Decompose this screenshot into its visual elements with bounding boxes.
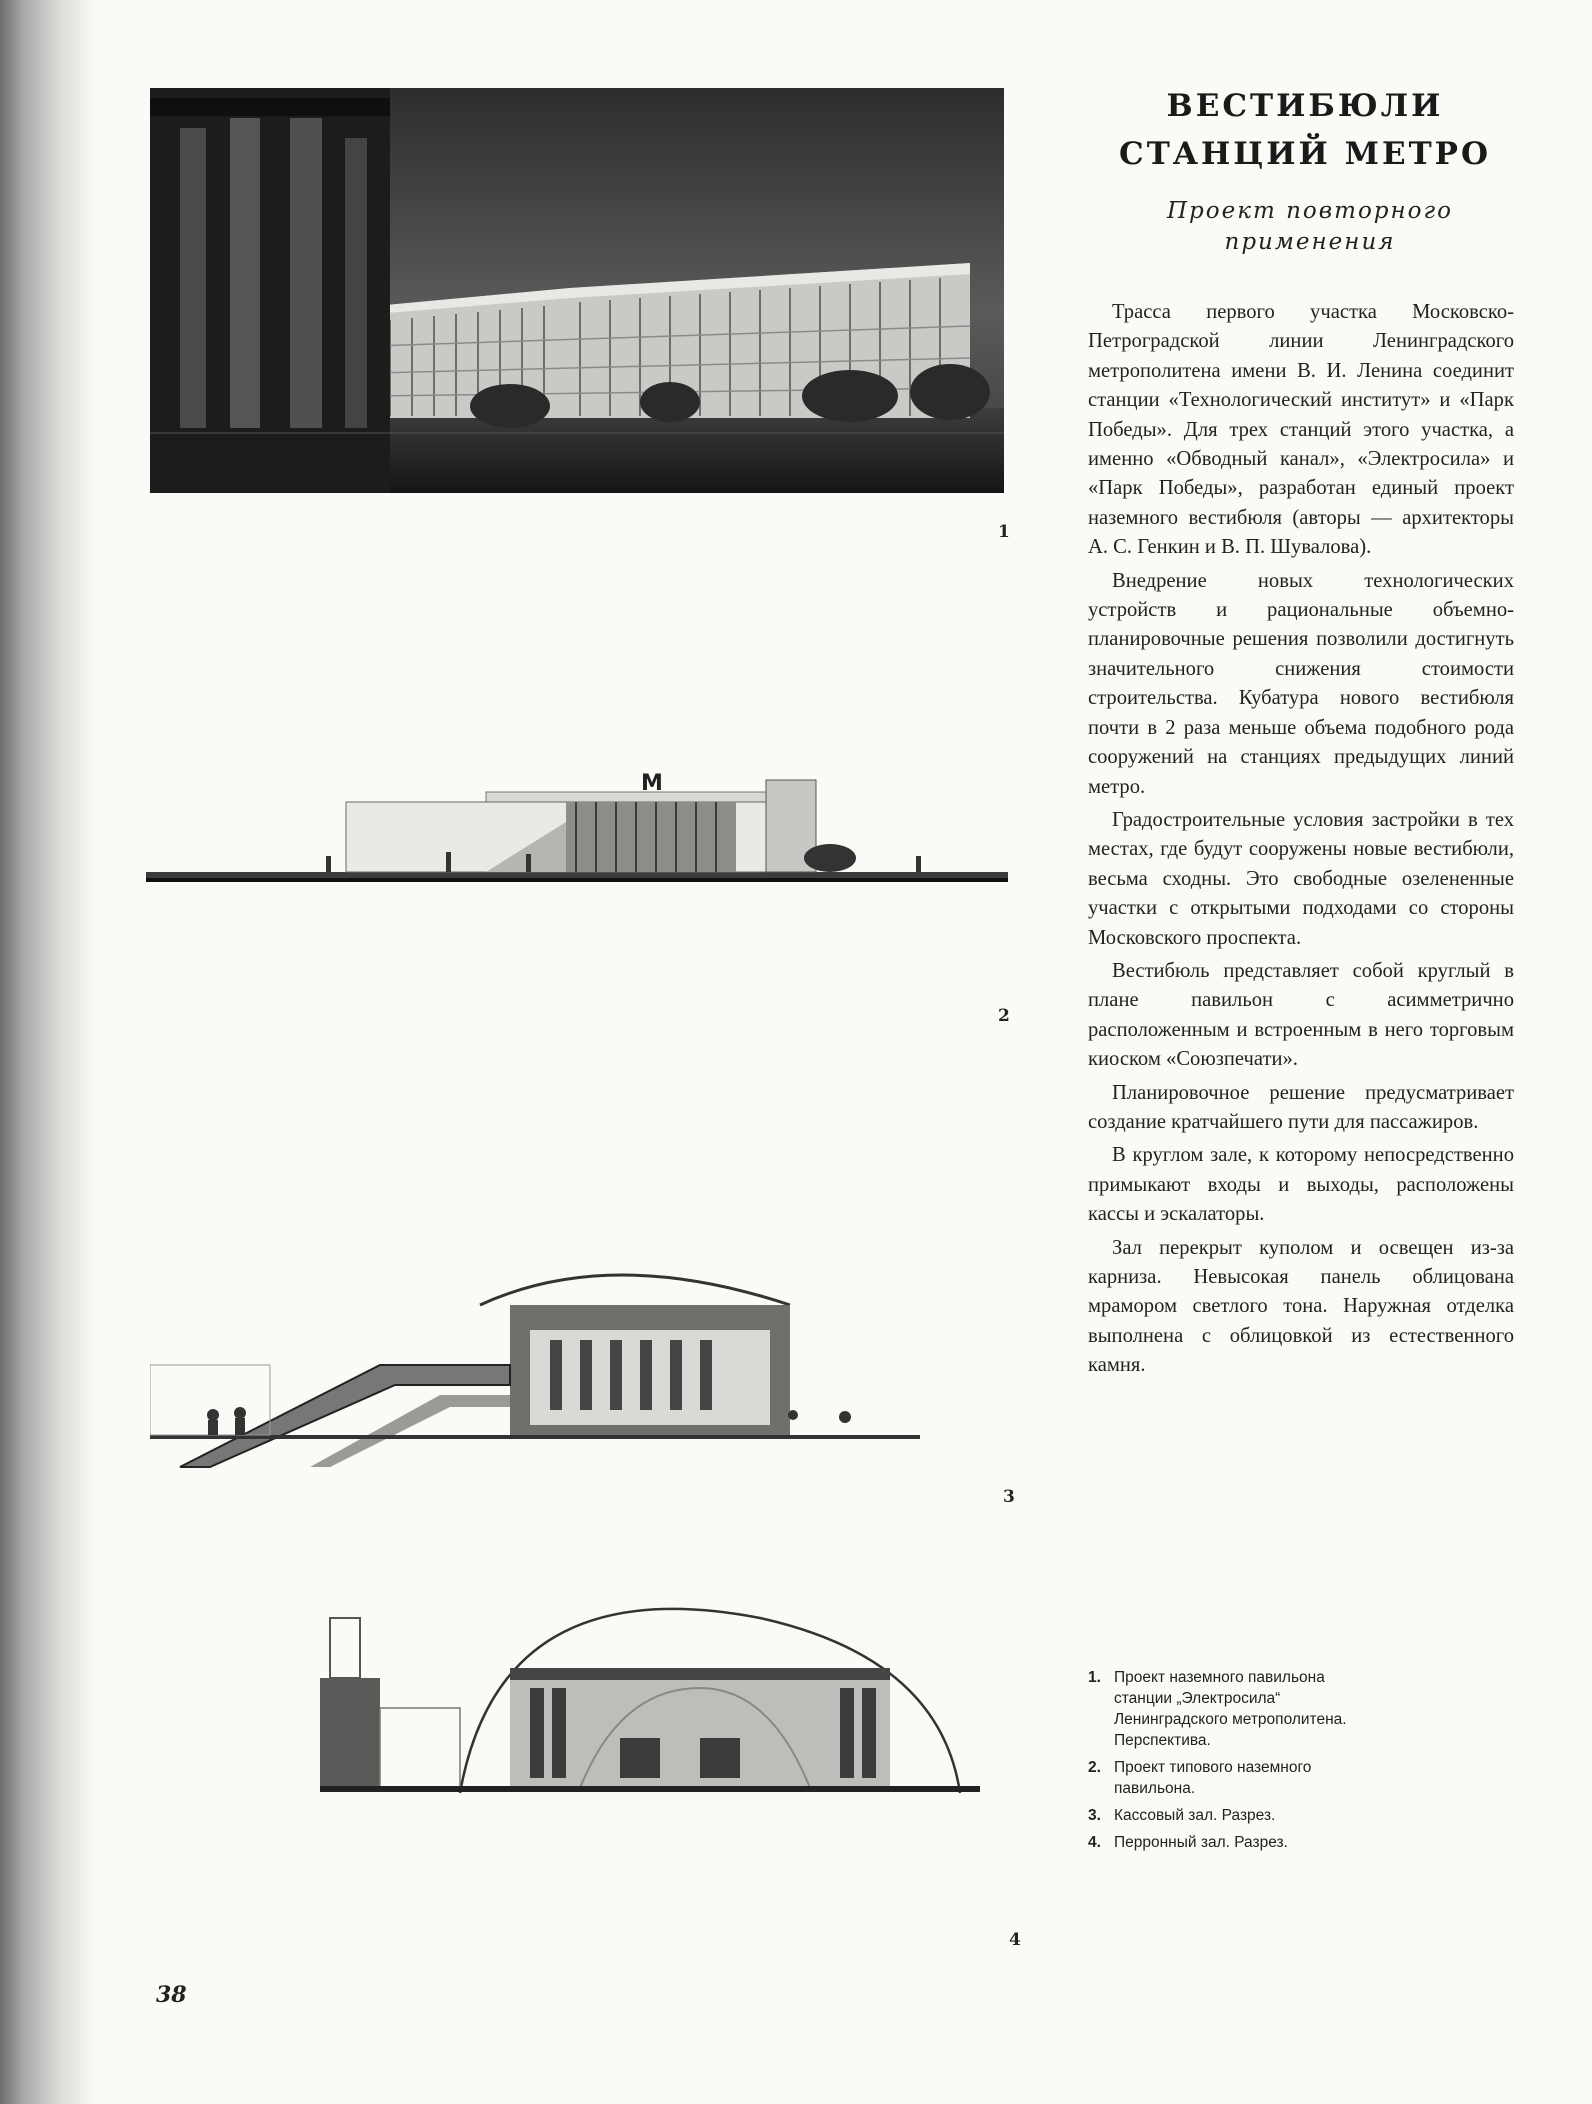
caption-number: 1.	[1088, 1669, 1101, 1686]
page-number: 38	[156, 1982, 187, 2008]
caption-item	[1088, 1832, 1358, 1853]
figure-2-facade	[146, 760, 1008, 890]
perspective-photo	[150, 88, 1004, 493]
paragraph: В круглом зале, к которому непосредственно примыкают входы и выходы, расположены кассы и эскалаторы.	[1088, 1144, 1514, 1226]
article-body	[1088, 298, 1514, 1385]
subtitle-line-1: Проект повторного	[1167, 198, 1453, 224]
figure-3-ticket-hall-section	[150, 1255, 920, 1470]
figure-4-platform-hall-section	[320, 1598, 980, 1798]
caption-number: 3.	[1088, 1807, 1101, 1824]
caption-item	[1088, 1757, 1358, 1799]
platform-hall-section-drawing	[320, 1598, 980, 1798]
paragraph: Трасса первого участка Московско-Петроградской линии Ленинградского метрополитена имени В. И. Ленина соединит станции «Технологический институт» и «Парк Победы». Для трех станций этого участка, а именно «Обводный канал», «Электросила» и «Парк Победы», разработан единый проект наземного вестибюля (авторы — архитекторы А. С. Генкин и В. П. Шувалова).	[1088, 301, 1514, 559]
title-line-2: СТАНЦИЙ МЕТРО	[1119, 136, 1491, 172]
paragraph: Вестибюль представляет собой круглый в плане павильон с асимметрично расположенным и встроенным в него торговым киоском «Союзпечати».	[1088, 959, 1514, 1071]
facade-elevation	[146, 760, 1008, 890]
paragraph: Внедрение новых технологических устройств и рациональные объемно-планировочные решения позволили достигнуть значительного снижения стоимости строительства. Кубатура нового вестибюля почти в 2 раза меньше объема подобного рода сооружений на станциях предыдущих линий метро.	[1088, 569, 1514, 798]
metro-m-logo: М	[641, 771, 663, 796]
caption-item	[1088, 1805, 1358, 1826]
paragraph: Зал перекрыт куполом и освещен из-за карниза. Невысокая панель облицована мрамором светлого тона. Наружная отделка выполнена с облицовкой из естественного камня.	[1088, 1236, 1514, 1377]
ticket-hall-section-drawing	[150, 1255, 920, 1470]
figure-1-perspective	[150, 88, 1004, 493]
caption-number: 4.	[1088, 1834, 1101, 1851]
caption-text: Кассовый зал. Разрез.	[1114, 1807, 1276, 1824]
figure-2-number: 2	[998, 1006, 1010, 1026]
page-edge-shadow	[0, 0, 95, 2104]
article-subtitle	[1100, 196, 1520, 258]
figure-1-number: 1	[998, 522, 1010, 542]
caption-item	[1088, 1667, 1358, 1751]
subtitle-line-2: применения	[1224, 229, 1396, 255]
caption-text: Проект типового наземного павильона.	[1114, 1759, 1312, 1797]
paragraph: Планировочное решение предусматривает создание кратчайшего пути для пассажиров.	[1088, 1081, 1514, 1133]
figure-3-number: 3	[1003, 1487, 1015, 1507]
title-line-1: ВЕСТИБЮЛИ	[1166, 88, 1444, 124]
figure-captions	[1088, 1667, 1358, 1859]
figure-4-number: 4	[1009, 1930, 1021, 1950]
article-title	[1070, 82, 1540, 178]
caption-text: Проект наземного павильона станции „Электросила“ Ленинградского метрополитена. Перспектива.	[1114, 1669, 1347, 1749]
caption-text: Перронный зал. Разрез.	[1114, 1834, 1288, 1851]
caption-number: 2.	[1088, 1759, 1101, 1776]
paragraph: Градостроительные условия застройки в тех местах, где будут сооружены новые вестибюли, весьма сходны. Это свободные озелененные участки с открытыми подходами со стороны Московского проспекта.	[1088, 808, 1514, 949]
